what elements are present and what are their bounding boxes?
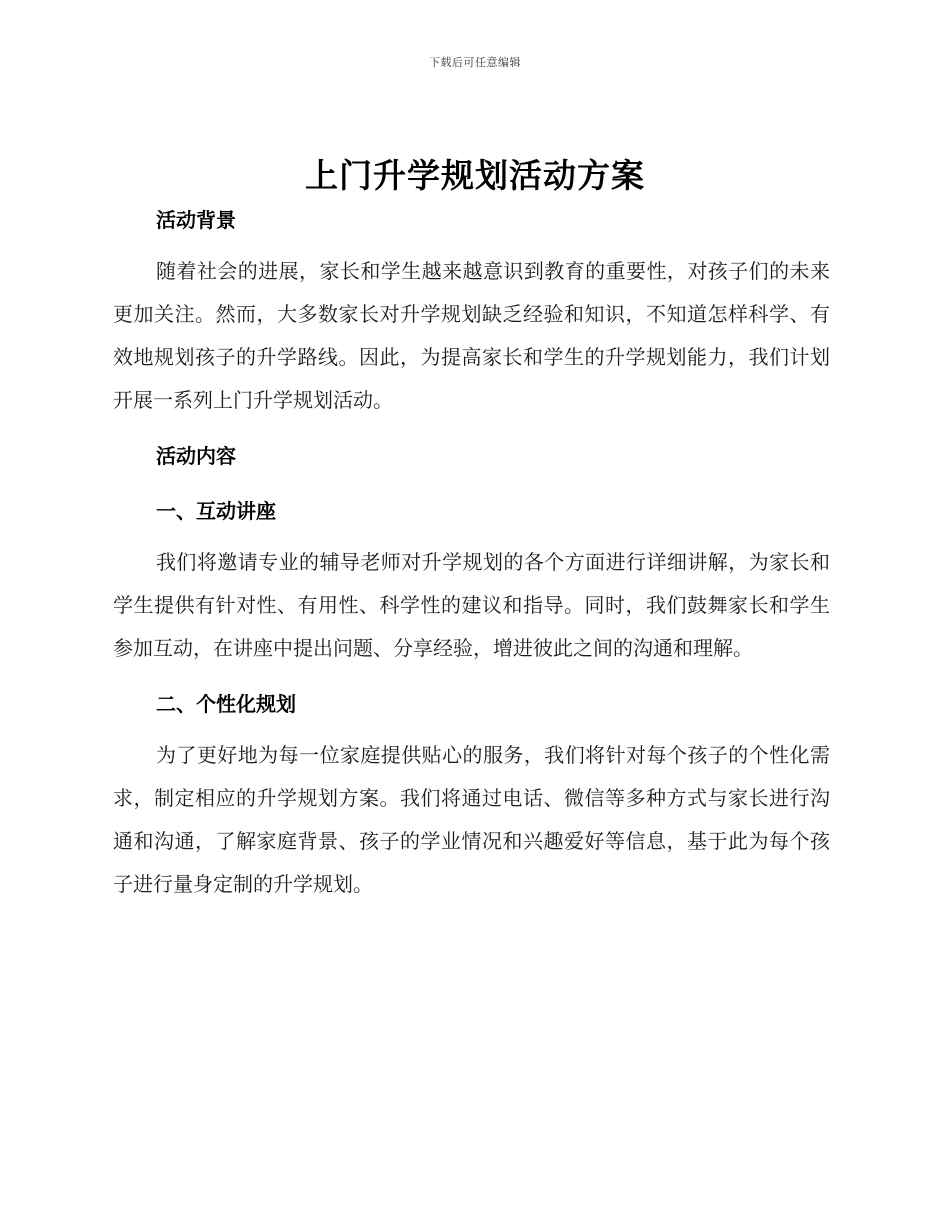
subsection-heading-personal: 二、个性化规划 (156, 692, 296, 716)
header-note: 下载后可任意编辑 (429, 56, 521, 69)
paragraph-background: 随着社会的进展，家长和学生越来越意识到教育的重要性，对孩子们的未来更加关注。然而，大多数家长对升学规划缺乏经验和知识，不知道怎样科学、有效地规划孩子的升学路线。因此，为提高家长和学生的升学规划能力，我们计划开展一系列上门升学规划活动。 (113, 259, 830, 412)
document-title: 上门升学规划活动方案 (305, 156, 645, 195)
section-heading-background: 活动背景 (156, 208, 236, 232)
paragraph-lecture: 我们将邀请专业的辅导老师对升学规划的各个方面进行详细讲解，为家长和学生提供有针对性、有用性、科学性的建议和指导。同时，我们鼓舞家长和学生参加互动，在讲座中提出问题、分享经验，增进彼此之间的沟通和理解。 (113, 550, 830, 660)
section-heading-content: 活动内容 (156, 444, 236, 468)
paragraph-personal: 为了更好地为每一位家庭提供贴心的服务，我们将针对每个孩子的个性化需求，制定相应的升学规划方案。我们将通过电话、微信等多种方式与家长进行沟通和沟通，了解家庭背景、孩子的学业情况和兴趣爱好等信息，基于此为每个孩子进行量身定制的升学规划。 (113, 743, 830, 896)
document-body (113, 200, 830, 906)
subsection-heading-lecture: 一、互动讲座 (156, 499, 276, 523)
